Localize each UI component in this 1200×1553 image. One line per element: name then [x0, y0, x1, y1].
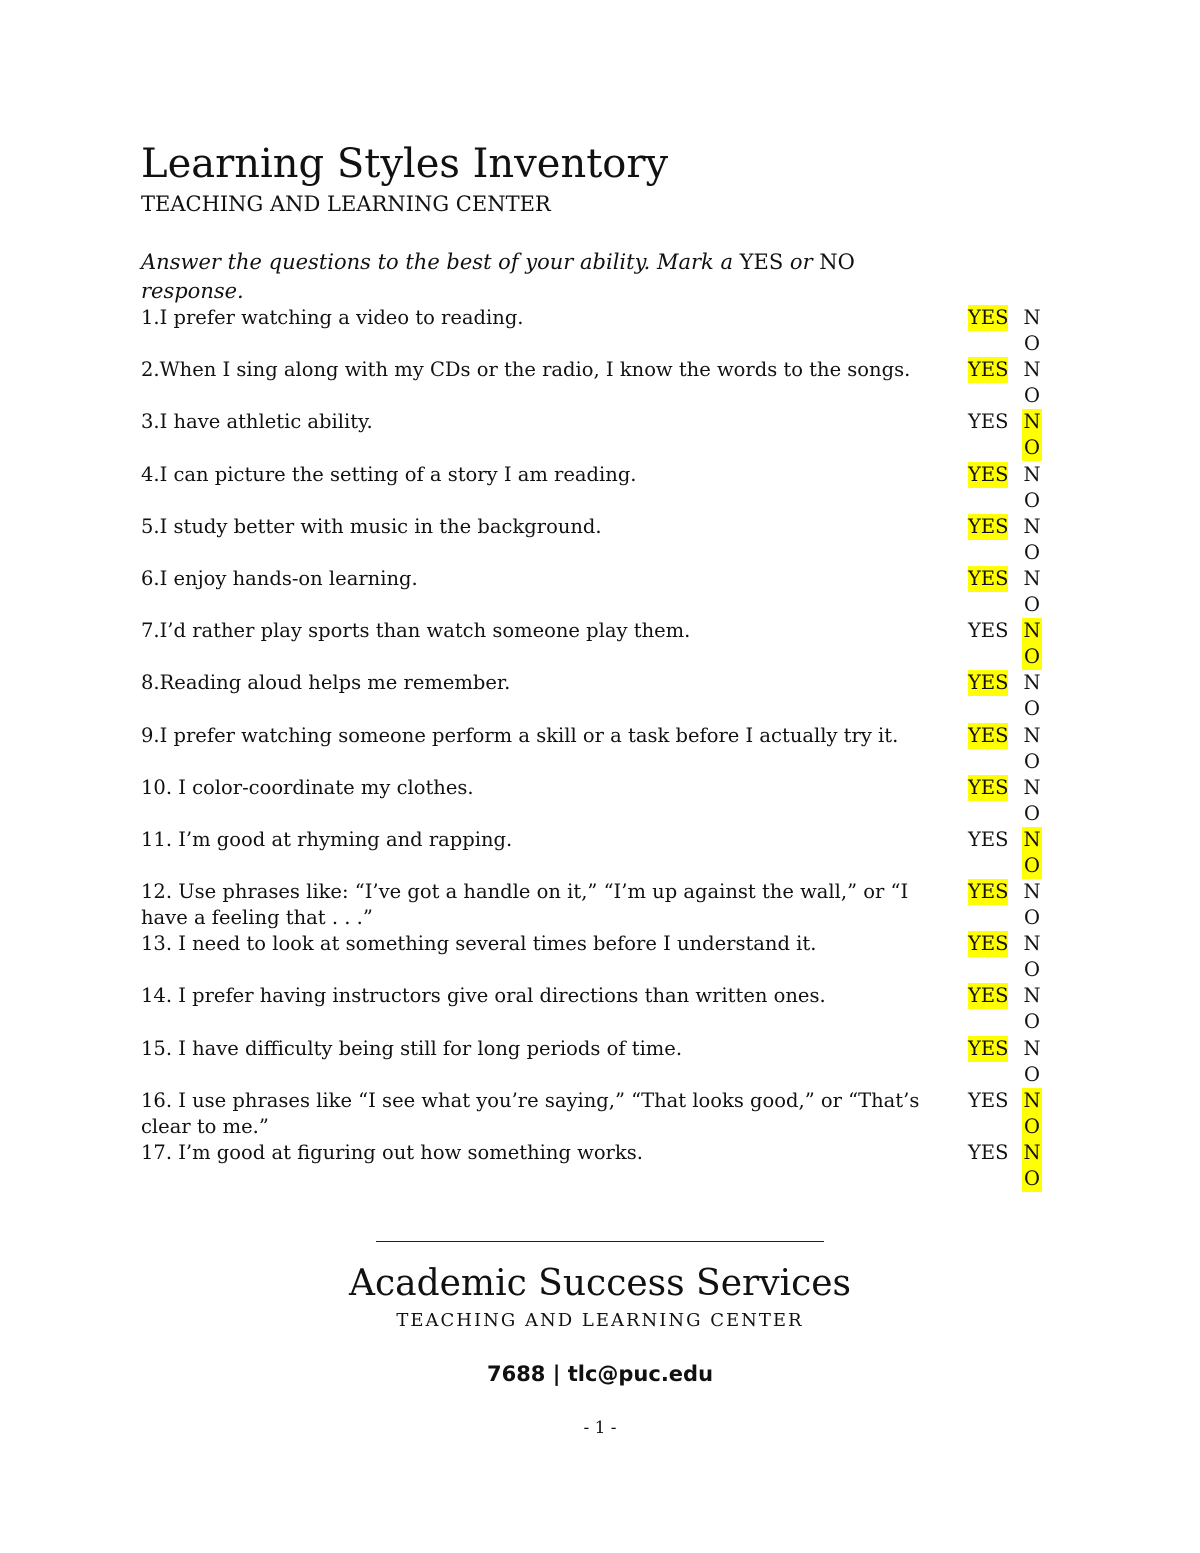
answer-no-letter-n: N — [1023, 619, 1041, 643]
answer-no-letter-o: O — [1024, 1010, 1040, 1034]
answer-no[interactable] — [1022, 670, 1042, 722]
question-row — [141, 514, 1051, 566]
answer-no[interactable] — [1022, 1088, 1042, 1140]
page-number: - 1 - — [583, 1418, 617, 1438]
answer-yes[interactable]: YES — [968, 566, 1009, 590]
answer-no-letter-o: O — [1024, 645, 1040, 669]
question-text: 17. I’m good at figuring out how something works. — [141, 1141, 643, 1164]
footer-divider — [376, 1241, 824, 1242]
answer-no-letter-n: N — [1023, 775, 1041, 799]
answer-no-letter-o: O — [1024, 1167, 1040, 1190]
question-text: 4.I can picture the setting of a story I am reading. — [141, 462, 637, 486]
instructions — [141, 248, 961, 306]
instructions-yes: YES — [739, 250, 784, 274]
answer-yes[interactable]: YES — [968, 671, 1009, 695]
answer-no-letter-o: O — [1024, 332, 1040, 355]
answer-yes[interactable]: YES — [968, 984, 1009, 1008]
answer-no-letter-o: O — [1024, 697, 1040, 721]
question-text: 10. I color-coordinate my clothes. — [141, 775, 474, 799]
answer-no-letter-n: N — [1023, 984, 1041, 1008]
answer-no-letter-n: N — [1023, 723, 1041, 747]
answer-yes[interactable]: YES — [968, 723, 1009, 747]
instructions-part1: Answer the questions to the best of your ability. Mark a — [141, 250, 740, 274]
question-row — [141, 357, 1051, 409]
answer-no-letter-n: N — [1023, 827, 1041, 851]
question-row — [141, 670, 1051, 722]
answer-no-letter-n: N — [1023, 880, 1041, 904]
answer-yes[interactable]: YES — [968, 775, 1009, 799]
answer-no-letter-n: N — [1023, 932, 1041, 956]
answer-yes[interactable]: YES — [968, 514, 1009, 538]
answer-no[interactable] — [1022, 566, 1042, 618]
answer-no-letter-o: O — [1024, 436, 1040, 460]
answer-no-letter-o: O — [1024, 488, 1040, 512]
page-title: Learning Styles Inventory — [141, 141, 669, 187]
answer-no-letter-n: N — [1023, 462, 1041, 486]
question-row — [141, 827, 1051, 879]
question-row — [141, 1036, 1051, 1088]
question-text: 11. I’m good at rhyming and rapping. — [141, 827, 513, 851]
question-row — [141, 618, 1051, 670]
answer-no-letter-n: N — [1023, 566, 1041, 590]
answer-no-letter-n: N — [1023, 306, 1041, 329]
answer-yes[interactable]: YES — [968, 462, 1009, 486]
answer-no[interactable] — [1022, 775, 1042, 827]
answer-no[interactable] — [1022, 409, 1042, 461]
question-text: 2.When I sing along with my CDs or the radio, I know the words to the songs. — [141, 358, 911, 382]
answer-no[interactable] — [1022, 827, 1042, 879]
instructions-part2: or — [783, 250, 820, 274]
answer-no-letter-n: N — [1023, 1036, 1041, 1060]
answer-no[interactable] — [1022, 514, 1042, 566]
question-row — [141, 931, 1051, 983]
answer-yes[interactable]: YES — [968, 827, 1009, 851]
answer-no-letter-o: O — [1024, 853, 1040, 877]
answer-yes[interactable]: YES — [968, 306, 1009, 329]
answer-no-letter-n: N — [1023, 410, 1041, 434]
question-text: 12. Use phrases like: “I’ve got a handle on it,” “I’m up against the wall,” or “I have a feeling that . . .” — [141, 880, 909, 930]
answer-no-letter-n: N — [1023, 671, 1041, 695]
answer-yes[interactable]: YES — [968, 410, 1009, 434]
question-text: 8.Reading aloud helps me remember. — [141, 671, 511, 695]
answer-no-letter-o: O — [1024, 540, 1040, 564]
instructions-part3: response. — [141, 279, 244, 303]
question-text: 15. I have difficulty being still for long periods of time. — [141, 1036, 683, 1060]
answer-no-letter-o: O — [1024, 592, 1040, 616]
footer-contact: 7688 | tlc@puc.edu — [486, 1362, 714, 1386]
answer-no-letter-o: O — [1024, 1062, 1040, 1086]
footer-title: Academic Success Services — [348, 1263, 852, 1304]
answer-no-letter-o: O — [1024, 384, 1040, 408]
question-text: 16. I use phrases like “I see what you’re saying,” “That looks good,” or “That’s clear to me.” — [141, 1088, 920, 1138]
answer-yes[interactable]: YES — [968, 932, 1009, 956]
question-text: 14. I prefer having instructors give oral directions than written ones. — [141, 984, 826, 1008]
question-row — [141, 723, 1051, 775]
question-row — [141, 305, 1051, 357]
answer-yes[interactable]: YES — [968, 880, 1009, 904]
answer-yes[interactable]: YES — [968, 358, 1009, 382]
answer-no[interactable] — [1022, 1036, 1042, 1088]
question-row — [141, 409, 1051, 461]
question-list — [141, 305, 1051, 1192]
answer-no-letter-n: N — [1023, 1088, 1041, 1112]
question-text: 9.I prefer watching someone perform a skill or a task before I actually try it. — [141, 723, 899, 747]
answer-no[interactable] — [1022, 983, 1042, 1035]
answer-no[interactable] — [1022, 357, 1042, 409]
answer-no[interactable] — [1022, 1140, 1042, 1192]
answer-yes[interactable]: YES — [968, 1036, 1009, 1060]
answer-no-letter-o: O — [1024, 906, 1040, 930]
question-text: 13. I need to look at something several times before I understand it. — [141, 932, 817, 956]
answer-no[interactable] — [1022, 931, 1042, 983]
answer-no-letter-o: O — [1024, 1114, 1040, 1138]
question-row — [141, 1088, 1051, 1140]
answer-no-letter-n: N — [1023, 514, 1041, 538]
question-text: 7.I’d rather play sports than watch someone play them. — [141, 619, 691, 643]
question-row — [141, 983, 1051, 1035]
answer-no-letter-o: O — [1024, 801, 1040, 825]
answer-yes[interactable]: YES — [968, 619, 1009, 643]
question-row — [141, 1140, 1051, 1192]
instructions-no: NO — [819, 250, 855, 274]
answer-no[interactable] — [1022, 618, 1042, 670]
question-text: 6.I enjoy hands-on learning. — [141, 566, 418, 590]
answer-no-letter-n: N — [1023, 1141, 1041, 1164]
answer-no[interactable] — [1022, 879, 1042, 931]
answer-no-letter-n: N — [1023, 358, 1041, 382]
question-text: 5.I study better with music in the background. — [141, 514, 602, 538]
question-text: 1.I prefer watching a video to reading. — [141, 306, 524, 329]
answer-no[interactable] — [1022, 462, 1042, 514]
answer-no-letter-o: O — [1024, 749, 1040, 773]
answer-yes[interactable]: YES — [968, 1141, 1009, 1164]
question-row — [141, 775, 1051, 827]
footer-subtitle: TEACHING AND LEARNING CENTER — [396, 1310, 804, 1331]
page-subtitle: TEACHING AND LEARNING CENTER — [141, 192, 551, 216]
question-row — [141, 879, 1051, 931]
answer-no[interactable] — [1022, 723, 1042, 775]
answer-yes[interactable]: YES — [968, 1088, 1009, 1112]
question-text: 3.I have athletic ability. — [141, 410, 373, 434]
question-row — [141, 462, 1051, 514]
answer-no[interactable] — [1022, 305, 1042, 357]
question-row — [141, 566, 1051, 618]
answer-no-letter-o: O — [1024, 958, 1040, 982]
